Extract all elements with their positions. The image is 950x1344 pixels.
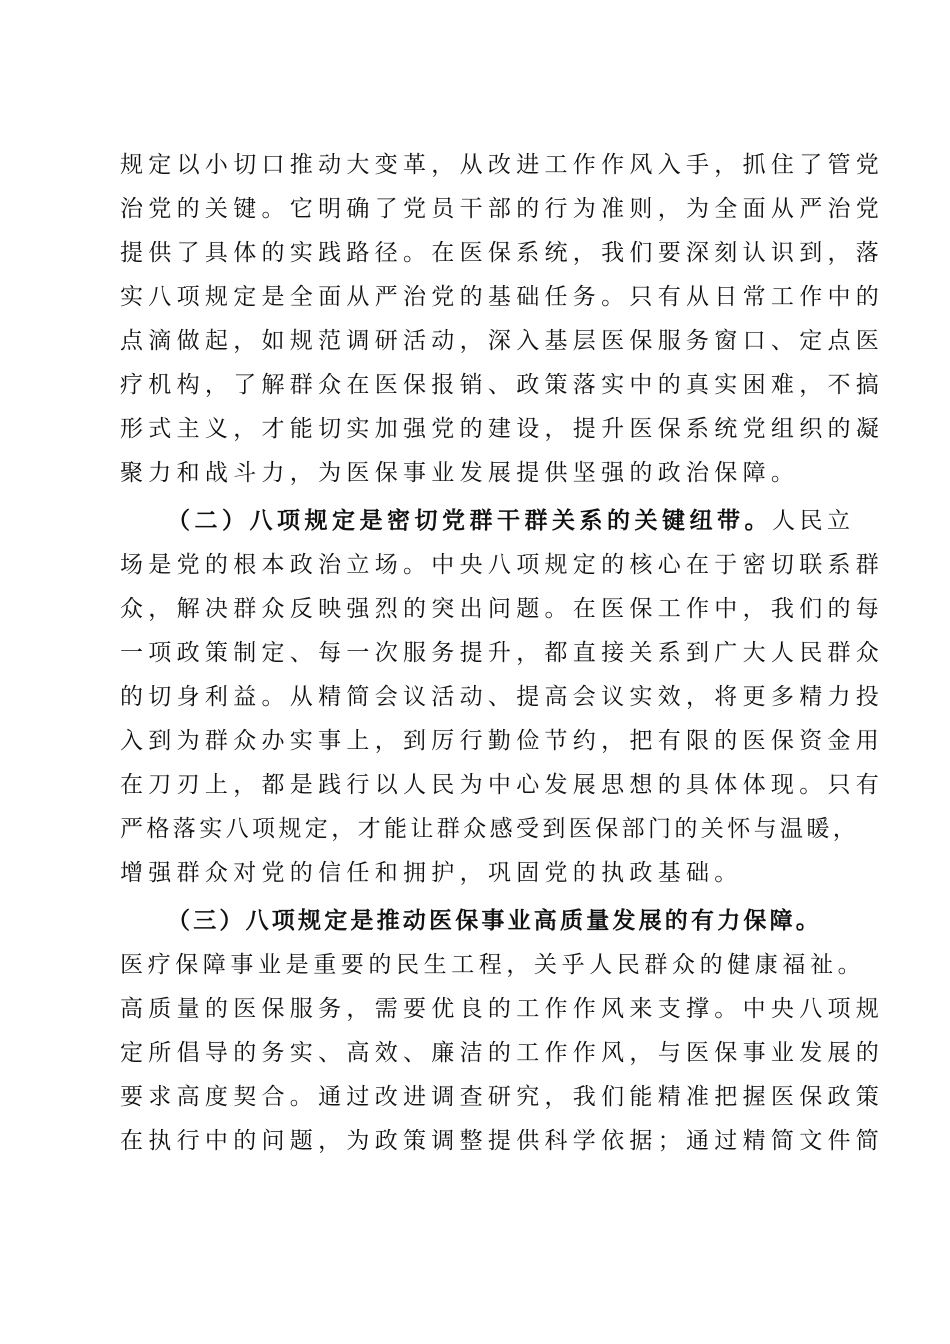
paragraph-2-line-3: 众，解决群众反映强烈的突出问题。在医保工作中，我们的每: [120, 596, 885, 622]
paragraph-1-line-3: 提供了具体的实践路径。在医保系统，我们要深刻认识到，落: [120, 240, 885, 266]
paragraph-1-line-8: 聚力和战斗力，为医保事业发展提供坚强的政治保障。: [120, 460, 800, 486]
paragraph-2-line-4: 一项政策制定、每一次服务提升，都直接关系到广大人民群众: [120, 640, 885, 666]
paragraph-2-line-5: 的切身利益。从精简会议活动、提高会议实效，将更多精力投: [120, 684, 885, 710]
paragraph-2-line-9: 增强群众对党的信任和拥护，巩固党的执政基础。: [120, 860, 743, 886]
paragraph-3-line-2: 医疗保障事业是重要的民生工程，关乎人民群众的健康福祉。: [120, 952, 866, 978]
paragraph-1-line-7: 形式主义，才能切实加强党的建设，提升医保系统党组织的凝: [120, 416, 885, 442]
paragraph-3-heading: （三）八项规定是推动医保事业高质量发展的有力保障。: [167, 907, 822, 934]
paragraph-2-line-2: 场是党的根本政治立场。中央八项规定的核心在于密切联系群: [120, 552, 885, 578]
paragraph-2-heading: （二）八项规定是密切党群干群关系的关键纽带。: [167, 507, 772, 534]
paragraph-3-line-6: 在执行中的问题，为政策调整提供科学依据；通过精简文件简: [120, 1128, 885, 1154]
paragraph-2-first-line: [167, 506, 855, 536]
paragraph-2-line-7: 在刀刃上，都是践行以人民为中心发展思想的具体体现。只有: [120, 772, 885, 798]
paragraph-3-line-3: 高质量的医保服务，需要优良的工作作风来支撑。中央八项规: [120, 996, 885, 1022]
paragraph-3-line-5: 要求高度契合。通过改进调查研究，我们能精准把握医保政策: [120, 1084, 885, 1110]
paragraph-2-line-6: 入到为群众办实事上，到厉行勤俭节约，把有限的医保资金用: [120, 728, 885, 754]
paragraph-3-line-4: 定所倡导的务实、高效、廉洁的工作作风，与医保事业发展的: [120, 1040, 885, 1066]
paragraph-1-line-6: 疗机构，了解群众在医保报销、政策落实中的真实困难，不搞: [120, 372, 885, 398]
paragraph-1-line-2: 治党的关键。它明确了党员干部的行为准则，为全面从严治党: [120, 196, 885, 222]
paragraph-1-line-1: 规定以小切口推动大变革，从改进工作作风入手，抓住了管党: [120, 152, 885, 178]
paragraph-1-line-4: 实八项规定是全面从严治党的基础任务。只有从日常工作中的: [120, 284, 885, 310]
paragraph-2-first-line-rest: 人民立: [772, 508, 855, 534]
paragraph-2-line-8: 严格落实八项规定，才能让群众感受到医保部门的关怀与温暖，: [120, 816, 860, 842]
paragraph-1-line-5: 点滴做起，如规范调研活动，深入基层医保服务窗口、定点医: [120, 328, 885, 354]
